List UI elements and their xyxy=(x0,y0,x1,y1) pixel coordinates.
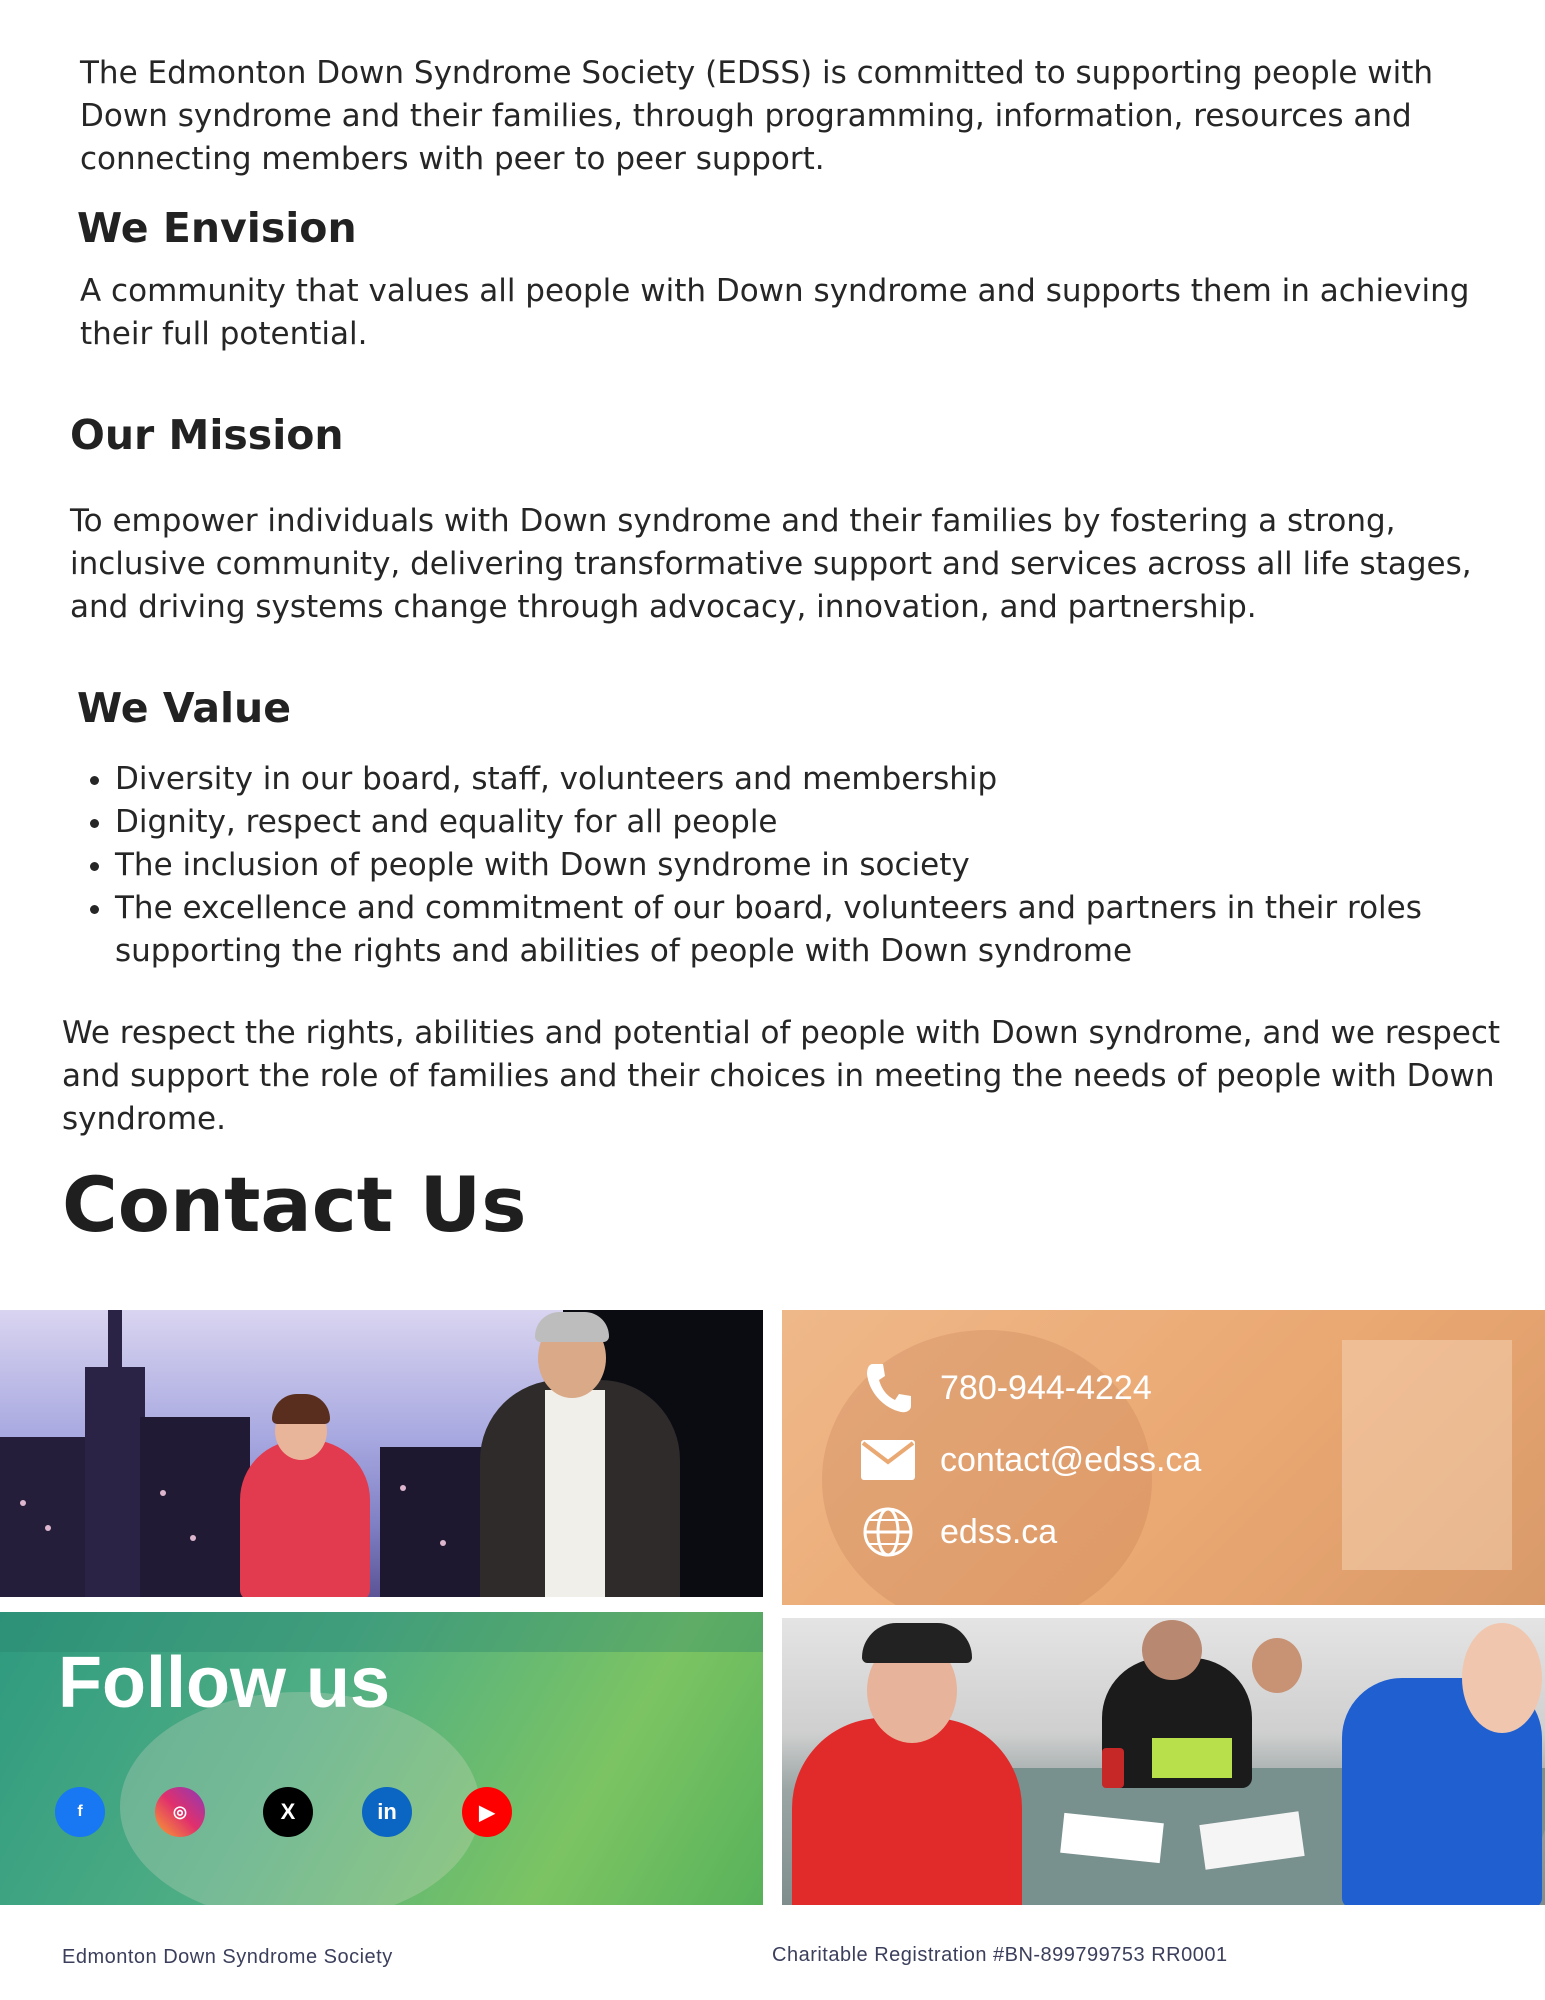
photo-performers-skyline xyxy=(0,1310,763,1597)
contact-email-row[interactable] xyxy=(860,1432,1201,1488)
values-list xyxy=(80,758,1535,973)
globe-icon xyxy=(860,1504,916,1560)
contact-phone-row[interactable] xyxy=(860,1360,1152,1416)
follow-us-heading: Follow us xyxy=(58,1643,390,1723)
envelope-icon xyxy=(860,1432,916,1488)
mission-paragraph: To empower individuals with Down syndrome and their families by fostering a strong, inclusive community, delivering transformative support and services across all life stages, and driving systems change through advocacy, innovation, and partnership. xyxy=(70,503,1472,625)
contact-phone[interactable]: 780-944-4224 xyxy=(940,1368,1152,1407)
list-item: • The inclusion of people with Down syndrome in society xyxy=(115,844,1535,887)
x-icon[interactable]: X xyxy=(263,1787,313,1837)
photo-group-at-table xyxy=(782,1618,1545,1905)
respect-paragraph: We respect the rights, abilities and potential of people with Down syndrome, and we respect and support the role of families and their choices in meeting the needs of people with Down syndrome. xyxy=(62,1015,1501,1137)
contact-heading: Contact Us xyxy=(62,1160,527,1249)
instagram-icon[interactable]: ◎ xyxy=(155,1787,205,1837)
facebook-icon[interactable]: f xyxy=(55,1787,105,1837)
mission-heading: Our Mission xyxy=(70,411,344,459)
contact-website[interactable]: edss.ca xyxy=(940,1512,1058,1551)
linkedin-icon[interactable]: in xyxy=(362,1787,412,1837)
list-item: • Dignity, respect and equality for all people xyxy=(115,801,1535,844)
footer-registration: Charitable Registration #BN-899799753 RR0001 xyxy=(772,1944,1228,1966)
youtube-icon[interactable]: ▶ xyxy=(462,1787,512,1837)
contact-website-row[interactable] xyxy=(860,1504,1057,1560)
list-item: • The excellence and commitment of our board, volunteers and partners in their roles supporting the rights and abilities of people with Down syndrome xyxy=(115,887,1535,973)
phone-icon xyxy=(860,1360,916,1416)
contact-email[interactable]: contact@edss.ca xyxy=(940,1440,1202,1479)
envision-paragraph: A community that values all people with Down syndrome and supports them in achieving their full potential. xyxy=(80,273,1470,352)
footer-org-name: Edmonton Down Syndrome Society xyxy=(62,1946,393,1968)
contact-card xyxy=(782,1310,1545,1605)
envision-heading: We Envision xyxy=(77,204,357,252)
intro-paragraph: The Edmonton Down Syndrome Society (EDSS) is committed to supporting people with Down syndrome and their families, through programming, information, resources and connecting members with peer to peer support. xyxy=(80,55,1434,177)
follow-us-card xyxy=(0,1612,763,1905)
list-item: • Diversity in our board, staff, volunteers and membership xyxy=(115,758,1535,801)
values-heading: We Value xyxy=(77,684,292,732)
